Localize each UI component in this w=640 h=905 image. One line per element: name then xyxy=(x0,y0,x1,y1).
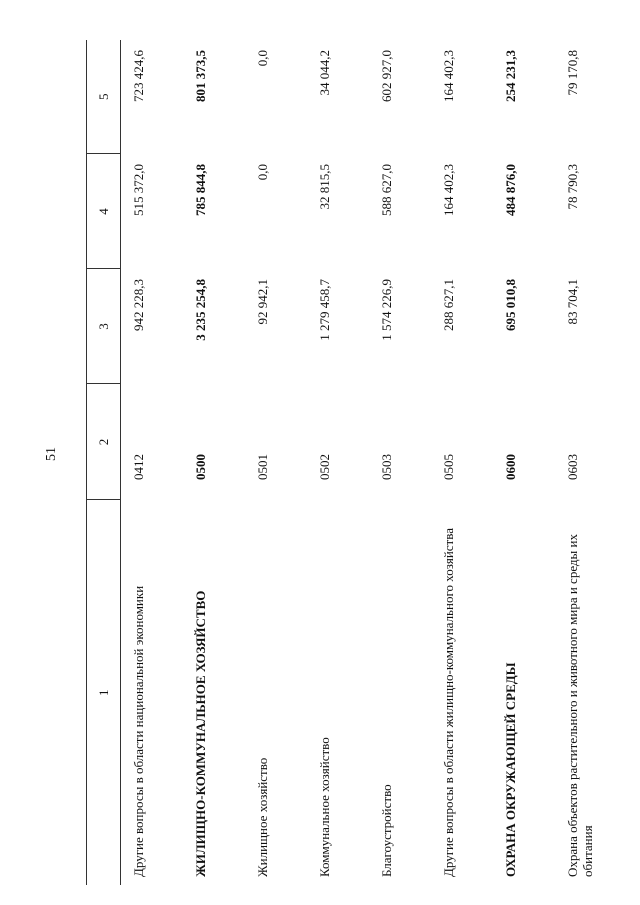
row-code: 0500 xyxy=(193,454,208,480)
row-value-col4: 484 876,0 xyxy=(503,164,518,216)
row-name: ОХРАНА ОКРУЖАЮЩЕЙ СРЕДЫ xyxy=(503,662,518,877)
row-code: 0412 xyxy=(131,454,146,480)
table-row xyxy=(431,40,493,885)
row-name: Благоустройство xyxy=(379,784,394,877)
row-code: 0600 xyxy=(503,454,518,480)
table-row xyxy=(121,40,184,885)
table-row xyxy=(245,40,307,885)
row-value-col5: 79 170,8 xyxy=(565,50,580,96)
column-header-1: 1 xyxy=(87,500,121,885)
row-value-col5: 801 373,5 xyxy=(193,50,208,102)
table-row xyxy=(493,40,555,885)
row-name: Охрана объектов растительного и животного мира и среды их обитания xyxy=(565,534,595,877)
column-header-2: 2 xyxy=(87,384,121,500)
row-name: ЖИЛИЩНО-КОММУНАЛЬНОЕ ХОЗЯЙСТВО xyxy=(193,590,208,877)
row-value-col3: 83 704,1 xyxy=(565,279,580,325)
row-name: Коммунальное хозяйство xyxy=(317,737,332,877)
row-value-col3: 695 010,8 xyxy=(503,279,518,331)
column-header-5: 5 xyxy=(87,40,121,154)
column-header-4: 4 xyxy=(87,154,121,269)
row-value-col4: 78 790,3 xyxy=(565,164,580,210)
row-value-col5: 34 044,2 xyxy=(317,50,332,96)
row-code: 0502 xyxy=(317,454,332,480)
row-value-col5: 164 402,3 xyxy=(441,50,456,102)
row-value-col5: 723 424,6 xyxy=(131,50,146,102)
row-code: 0503 xyxy=(379,454,394,480)
row-value-col4: 32 815,5 xyxy=(317,164,332,210)
table-header-row xyxy=(87,40,121,885)
row-value-col4: 515 372,0 xyxy=(131,164,146,216)
budget-table xyxy=(86,40,609,885)
row-value-col5: 602 927,0 xyxy=(379,50,394,102)
row-value-col3: 1 279 458,7 xyxy=(317,279,332,341)
table-row xyxy=(555,40,609,885)
row-value-col4: 164 402,3 xyxy=(441,164,456,216)
table-row xyxy=(369,40,431,885)
row-name: Другие вопросы в области жилищно-коммунального хозяйства xyxy=(441,528,456,877)
row-name: Жилищное хозяйство xyxy=(255,757,270,877)
row-value-col3: 1 574 226,9 xyxy=(379,279,394,341)
column-header-3: 3 xyxy=(87,269,121,384)
page-number: 51 xyxy=(44,447,59,461)
row-value-col4: 588 627,0 xyxy=(379,164,394,216)
row-value-col3: 288 627,1 xyxy=(441,279,456,331)
row-code: 0501 xyxy=(255,454,270,480)
row-value-col3: 92 942,1 xyxy=(255,279,270,325)
row-value-col3: 3 235 254,8 xyxy=(193,279,208,341)
row-code: 0505 xyxy=(441,454,456,480)
row-value-col3: 942 228,3 xyxy=(131,279,146,331)
row-value-col4: 0,0 xyxy=(255,164,270,181)
row-name: Другие вопросы в области национальной экономики xyxy=(131,585,146,877)
row-value-col4: 785 844,8 xyxy=(193,164,208,216)
row-value-col5: 254 231,3 xyxy=(503,50,518,102)
row-value-col5: 0,0 xyxy=(255,50,270,67)
table-row xyxy=(183,40,245,885)
row-code: 0603 xyxy=(565,454,580,480)
table-row xyxy=(307,40,369,885)
